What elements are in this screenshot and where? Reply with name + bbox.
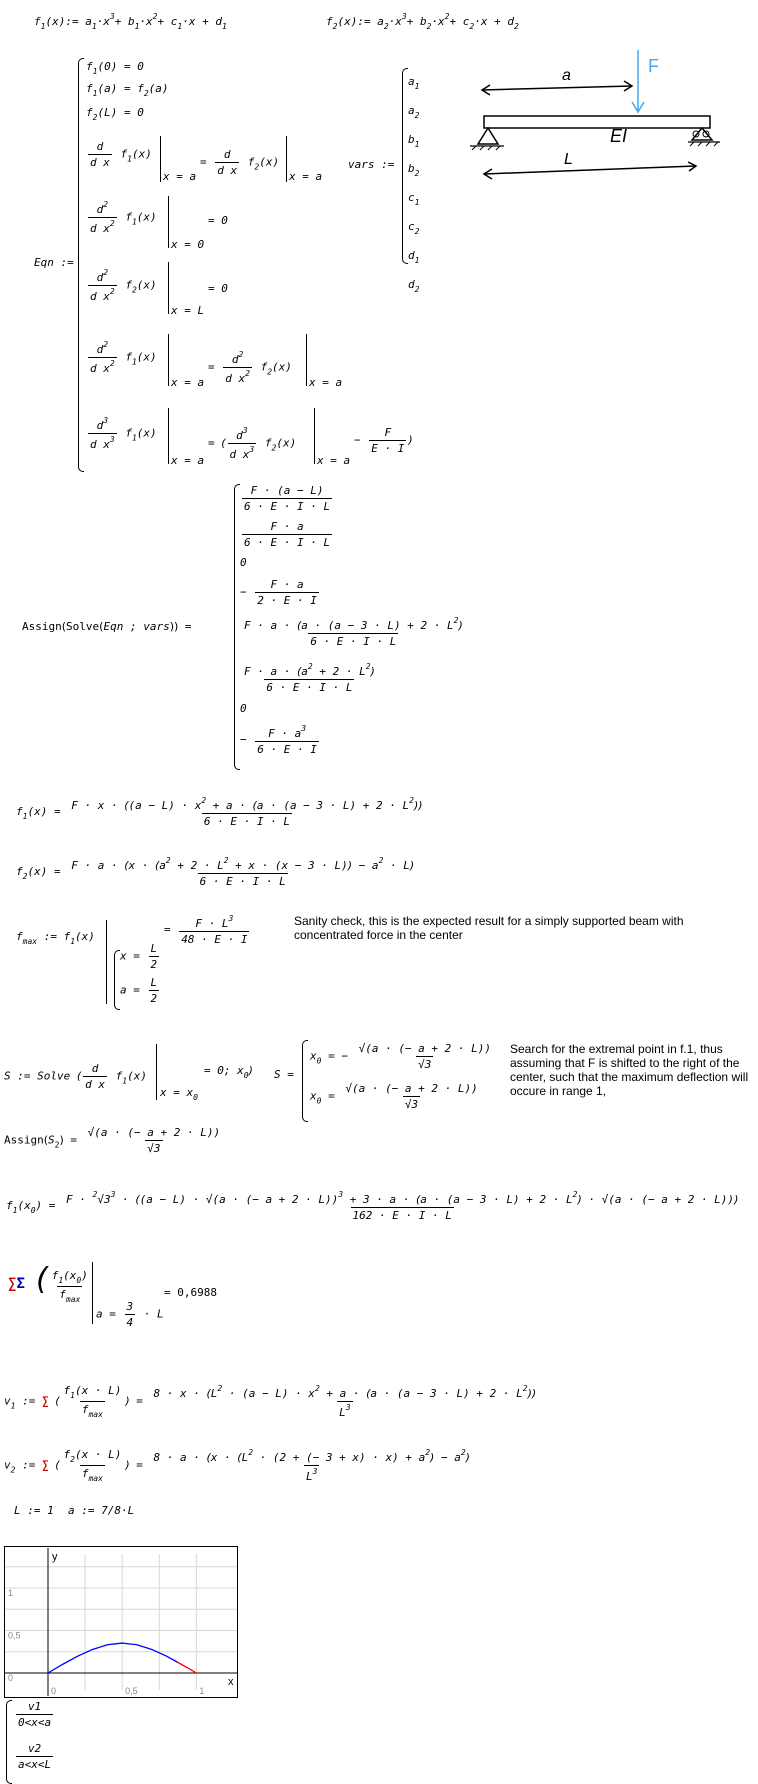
eval-bar — [314, 408, 315, 464]
x-tick-label: 0 — [51, 1686, 57, 1696]
L-label: L — [564, 151, 573, 168]
left-support — [478, 128, 498, 144]
eqn-line-7-eval2: x = a — [309, 376, 343, 389]
eqn-line-4-eval: x = a — [163, 170, 197, 183]
legend-v2 — [14, 1742, 55, 1771]
solve-S[interactable]: S := Solve ( $\frac{d}{\text{d x}}$ $f_1(x)$ — [4, 1062, 147, 1091]
eqn-line-4[interactable]: $\frac{d}{\text{d x}}$ $f_1(x)$ — [90, 140, 152, 169]
fmax-eval-x: x = $\frac{L}{2}$ — [120, 942, 158, 971]
f1-definition[interactable]: $f_1(x):= a_1\cdot x^3+ b_1\cdot x^2+ c_1\cdot x + d_1$ — [34, 12, 227, 31]
fmax-eval-a: a = $\frac{L}{2}$ — [120, 976, 158, 1005]
a-label: a — [562, 67, 571, 84]
solve-S-eval: $x = x_0$ — [160, 1086, 198, 1102]
eval-bar — [168, 408, 169, 464]
a-dimension-arrow — [482, 86, 632, 90]
eval-bar — [286, 136, 287, 182]
y-axis-label: y — [52, 1551, 58, 1563]
vars-label: vars := — [348, 158, 395, 171]
assign-S2: $Assign(S_2)$ = $\frac{√(a \cdot (- a + 2 \cdot L))}{√3}$ — [4, 1126, 221, 1155]
eqn-line-6-eval: x = L — [171, 304, 205, 317]
eval-bar — [106, 920, 107, 1004]
v1-definition[interactable]: $v_1$ := ∑ ( $\frac{f_1(x \cdot L)}{f_{max}}$ ) = $\frac{8 \cdot x \cdot (L^2 \cdot (a - L) \cdot x^2 + a \cdot (a \cdot (a - 3 \cdot L) + 2 \cdot L^2))}{L^3}$ — [4, 1384, 537, 1419]
f2-result: $f_2(x)$ = $\frac{F \cdot a \cdot (x \cdot (a^2 + 2 \cdot L^2 + x \cdot (x - 3 \cdot L)) - a^2 \cdot L)}{6 \cdot E \cdot I \cdot L}$ — [16, 856, 415, 888]
eqn-line-8[interactable]: $\frac{d^3}{d x^3}$ $f_1(x)$ — [90, 416, 157, 451]
eval-bar — [156, 1044, 157, 1100]
eqn-line-7-eval: x = a — [171, 376, 205, 389]
f1-result: $f_1(x)$ = $\frac{F \cdot x \cdot ((a - L) \cdot x^2 + a \cdot (a \cdot (a - 3 \cdot L) + 2 \cdot L^2))}{6 \cdot E \cdot I \cdot L}$ — [16, 796, 423, 828]
eqn-line-4-rhs: = $\frac{d}{\text{d x}}$ $f_2(x)$ — [200, 148, 280, 177]
eval-bar — [92, 1262, 93, 1324]
ratio-eval: a = $\frac{3}{4}$ · L — [96, 1300, 164, 1329]
eqn-line-6[interactable]: $\frac{d^2}{d x^2}$ $f_2(x)$ — [90, 268, 157, 303]
eqn-label: Eqn := — [34, 256, 74, 269]
EI-label: EI — [610, 126, 628, 146]
fmax-result: = $\frac{F \cdot L^3}{48 \cdot E \cdot I}$ — [164, 914, 248, 946]
eqn-line-4-eval2: x = a — [289, 170, 323, 183]
eqn-line-8-eval: x = a — [171, 454, 205, 467]
eqn-line-7[interactable]: $\frac{d^2}{d x^2}$ $f_1(x)$ — [90, 340, 157, 375]
eqn-line-7-rhs: = $\frac{d^2}{d x^2}$ $f_2(x)$ — [208, 350, 292, 385]
fmax-definition[interactable]: $f_{max}$ := $f_1(x)$ — [16, 930, 95, 946]
eval-bar — [168, 334, 169, 386]
beam-diagram — [464, 44, 724, 184]
assign-results: $\frac{F \cdot (a - L)}{6 \cdot E \cdot I \cdot L}$ $\frac{F \cdot a}{6 \cdot E \cdot I \cdot L}$ 0 − $\frac{F \cdot a}{2 \cdot E \cdot I}$ $\frac{F \cdot a \cdot (a \cdot (a - 3 \cdot L) + 2 \cdot L^2)}{6 \cdot E \cdot I \cdot L}$ $\frac{F \cdot a \cdot (a^2 + 2 \cdot L^2)}{6 \cdot E \cdot I \cdot L}$ 0 − $\frac{F \cdot a^3}{6 \cdot E \cdot I}$ — [240, 484, 463, 756]
x-axis-label: x — [228, 1676, 234, 1688]
S-brace — [302, 1040, 308, 1122]
search-note: Search for the extremal point in f.1, thus assuming that F is shifted to the right of the center, such that the maximum deflection will occure in range 1, — [510, 1042, 749, 1098]
eval-bar — [168, 196, 169, 248]
eqn-line-8-rhs: = ( $\frac{d^3}{d x^3}$ $f_2(x)$ — [208, 426, 297, 461]
legend-brace — [6, 1700, 12, 1784]
eval-bar — [306, 334, 307, 386]
y-tick-label: 0 — [8, 1673, 14, 1683]
x-tick-label: 0,5 — [125, 1686, 138, 1696]
L-setting[interactable]: L := 1 — [14, 1504, 54, 1517]
legend-v2-cond: a<x<L — [18, 1758, 52, 1771]
S-result-label: S = — [274, 1068, 294, 1081]
eval-bar — [160, 136, 161, 182]
a-setting[interactable]: a := 7/8·L — [68, 1504, 135, 1517]
sanity-note: Sanity check, this is the expected result for a simply supported beam with concentrated force in the center — [294, 914, 684, 942]
y-tick-label: 0,5 — [8, 1630, 21, 1641]
x-tick-label: 1 — [199, 1686, 205, 1696]
eqn-line-5-rhs: = 0 — [208, 214, 228, 227]
y-tick-label: 1 — [8, 1588, 14, 1598]
eqn-line-1[interactable]: $f_1(0) = 0$ — [86, 60, 144, 76]
legend-v1-name: v1 — [27, 1700, 42, 1713]
legend-v2-name: v2 — [27, 1742, 42, 1755]
legend-v1-cond: 0<x<a — [18, 1716, 52, 1729]
v2-definition[interactable]: $v_2$ := ∑ ( $\frac{f_2(x \cdot L)}{f_{max}}$ ) = $\frac{8 \cdot a \cdot (x \cdot (L^2 \cdot (2 + (- 3 + x) \cdot x) + a^2) - a^2)}{L^3}$ — [4, 1448, 470, 1483]
eqn-brace — [78, 58, 84, 472]
eval-bar — [168, 262, 169, 314]
vars-list: $a_1$ $a_2$ $b_1$ $b_2$ $c_1$ $c_2$ $d_1$ $d_2$ — [408, 75, 420, 294]
eqn-line-8-tail: − $\frac{F}{E \cdot I}$ ) — [354, 426, 413, 455]
simplify-icon: ∑Σ — [8, 1276, 25, 1292]
f1-x0-result: $f_1(x_0)$ = $F \cdot ^2√3^3 \cdot ((a - L) \cdot √(a$ · (− $a + 2 \cdot L))^3 + 3 \cdot a \cdot (a \cdot (a - 3 \cdot L) + 2 \cdot L^2) \cdot √(a$ · (− a + 2 · L))) 162 · E · I · L — [6, 1190, 739, 1222]
solve-S-tail: = 0; $x_0$) — [204, 1064, 253, 1080]
F-label: F — [648, 56, 659, 76]
assign-label: Assign(Solve(Eqn ; vars)) = — [22, 620, 192, 633]
S-result-2: $x_0$ = $\frac{√(a \cdot (- a + 2 \cdot L))}{√3}$ — [310, 1082, 478, 1111]
eqn-line-2[interactable]: $f_1(a) = f_2(a)$ — [86, 82, 169, 98]
beam — [484, 116, 710, 128]
eqn-line-5[interactable]: $\frac{d^2}{d x^2}$ $f_1(x)$ — [90, 200, 157, 235]
f2-definition[interactable]: $f_2(x):= a_2\cdot x^3+ b_2\cdot x^2+ c_2\cdot x + d_2$ — [326, 12, 519, 31]
L-dimension-arrow — [484, 166, 696, 174]
ratio-expression[interactable]: ( $\frac{f_1(x_0)}{f_{max}}$ — [36, 1262, 88, 1304]
eqn-line-3[interactable]: $f_2(L) = 0$ — [86, 106, 144, 122]
legend-v1 — [14, 1700, 55, 1729]
eqn-line-6-rhs: = 0 — [208, 282, 228, 295]
eqn-line-8-eval2: x = a — [317, 454, 351, 467]
S-result-1: $x_0$ = − $\frac{√(a \cdot (- a + 2 \cdot L))}{√3}$ — [310, 1042, 492, 1071]
ratio-value: = 0,6988 — [164, 1286, 217, 1299]
eqn-line-5-eval: x = 0 — [171, 238, 205, 251]
deflection-plot[interactable] — [4, 1546, 238, 1698]
